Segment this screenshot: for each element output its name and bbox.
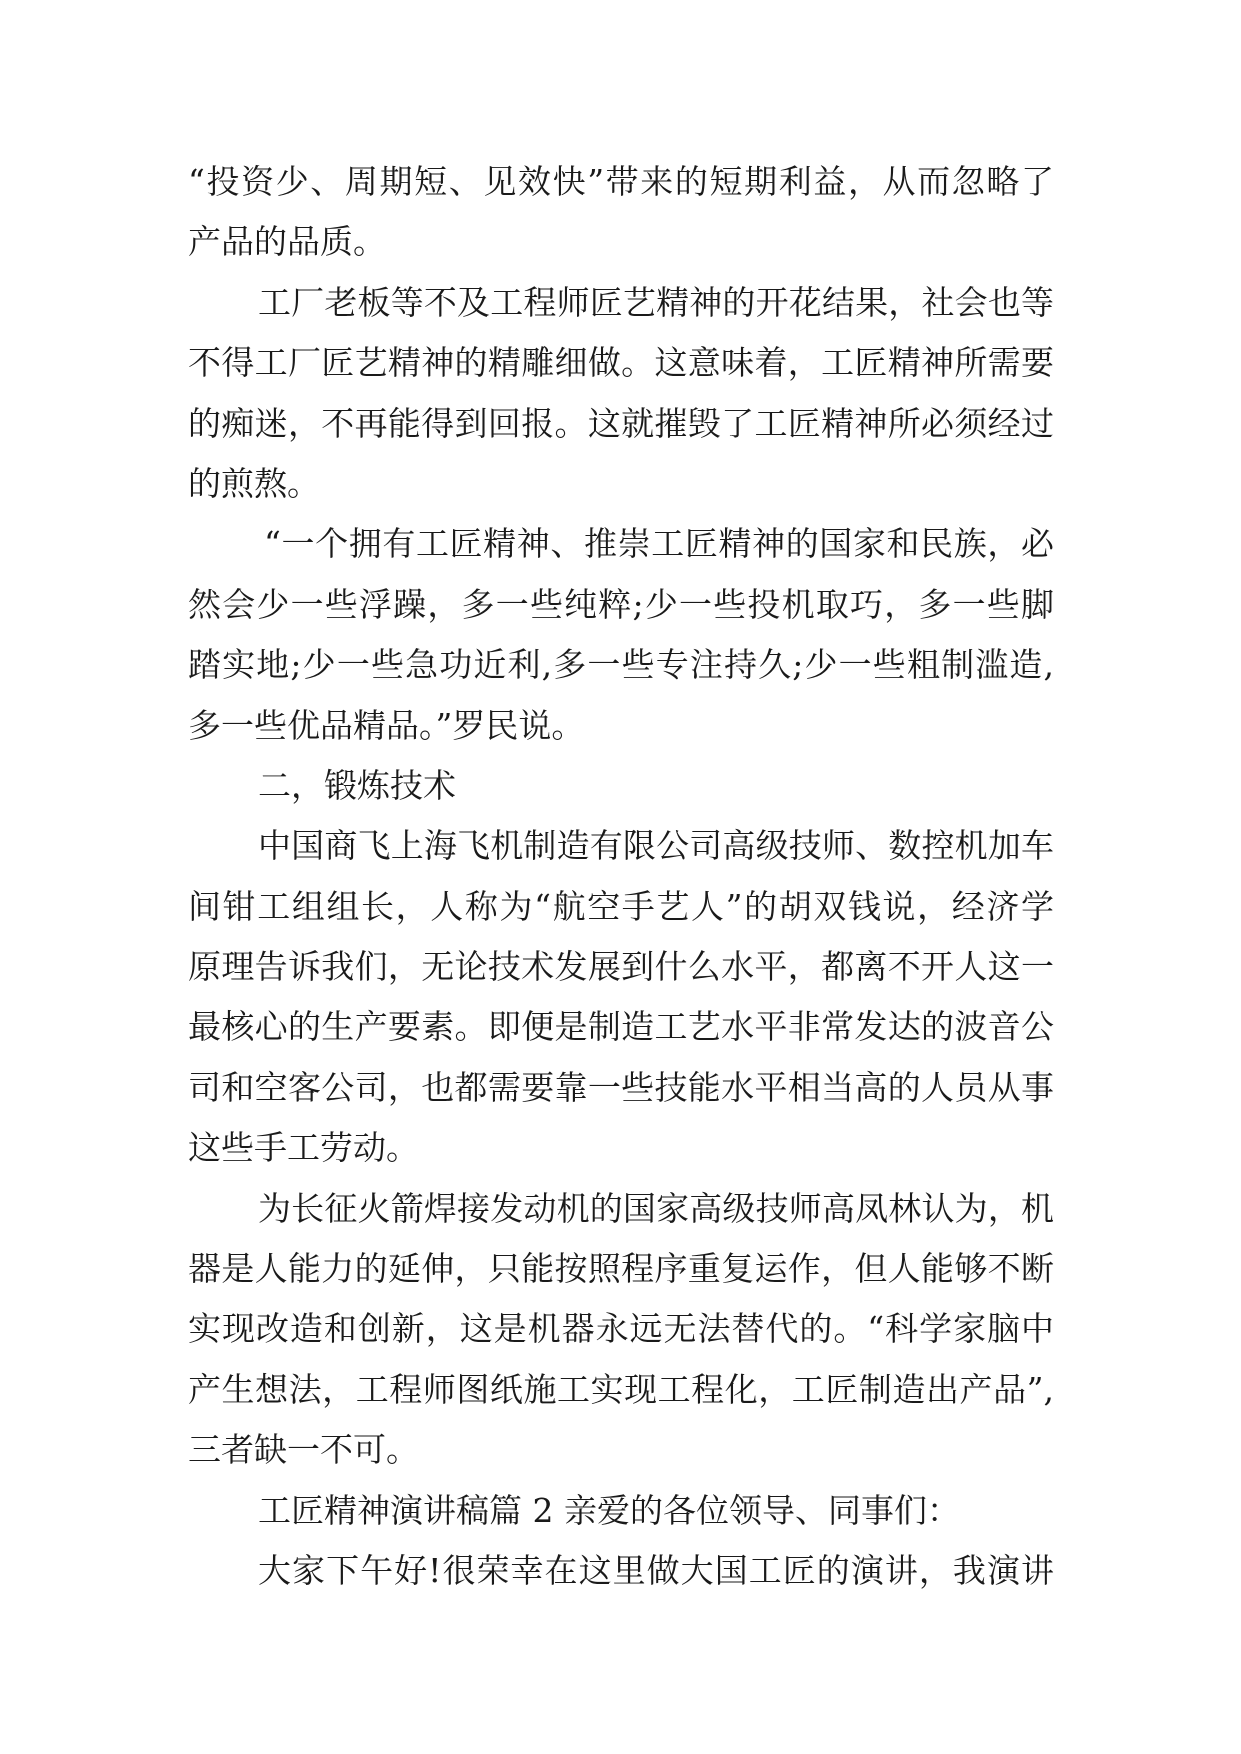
text-line: 原理告诉我们，无论技术发展到什么水平，都离不开人这一 (188, 947, 1054, 987)
paragraph (188, 1481, 1054, 1541)
text-line: 器是人能力的延伸，只能按照程序重复运作，但人能够不断 (188, 1249, 1054, 1289)
document-body (188, 152, 1054, 1601)
text-line: 间钳工组组长，人称为“航空手艺人”的胡双钱说，经济学 (188, 886, 1054, 926)
text-line: 的痴迷，不再能得到回报。这就摧毁了工匠精神所必须经过 (188, 403, 1054, 443)
text-line: 这些手工劳动。 (188, 1128, 419, 1168)
text-line: 产生想法，工程师图纸施工实现工程化，工匠制造出产品”, (188, 1369, 1054, 1409)
text-line: 实现改造和创新，这是机器永远无法替代的。“科学家脑中 (188, 1309, 1054, 1349)
text-line: 为长征火箭焊接发动机的国家高级技师高凤林认为，机 (258, 1188, 1054, 1228)
paragraph (188, 152, 1054, 273)
paragraph (188, 816, 1054, 1178)
text-line: 多一些优品精品。”罗民说。 (188, 705, 585, 745)
text-line: 二，锻炼技术 (258, 765, 456, 805)
text-line: 工匠精神演讲稿篇 2 亲爱的各位领导、同事们： (258, 1490, 960, 1530)
paragraph (188, 1541, 1054, 1601)
text-line: 产品的品质。 (188, 222, 386, 262)
text-line: 不得工厂匠艺精神的精雕细做。这意味着，工匠精神所需要 (188, 343, 1054, 383)
text-line: 然会少一些浮躁，多一些纯粹;少一些投机取巧，多一些脚 (188, 584, 1054, 624)
text-line: 司和空客公司，也都需要靠一些技能水平相当高的人员从事 (188, 1067, 1054, 1107)
text-line: 中国商飞上海飞机制造有限公司高级技师、数控机加车 (258, 826, 1054, 866)
text-line: “一个拥有工匠精神、推崇工匠精神的国家和民族，必 (264, 524, 1054, 564)
text-line: 三者缺一不可。 (188, 1430, 419, 1470)
paragraph (188, 514, 1054, 756)
text-line: 工厂老板等不及工程师匠艺精神的开花结果，社会也等 (258, 282, 1054, 322)
text-line: 大家下午好!很荣幸在这里做大国工匠的演讲，我演讲 (258, 1550, 1054, 1590)
section-heading (188, 756, 1054, 816)
text-line: 的煎熬。 (188, 463, 320, 503)
paragraph (188, 273, 1054, 515)
paragraph (188, 1179, 1054, 1481)
text-line: 最核心的生产要素。即便是制造工艺水平非常发达的波音公 (188, 1007, 1054, 1047)
text-line: 踏实地;少一些急功近利,多一些专注持久;少一些粗制滥造, (188, 645, 1054, 685)
text-line: “投资少、周期短、见效快”带来的短期利益，从而忽略了 (188, 162, 1054, 201)
